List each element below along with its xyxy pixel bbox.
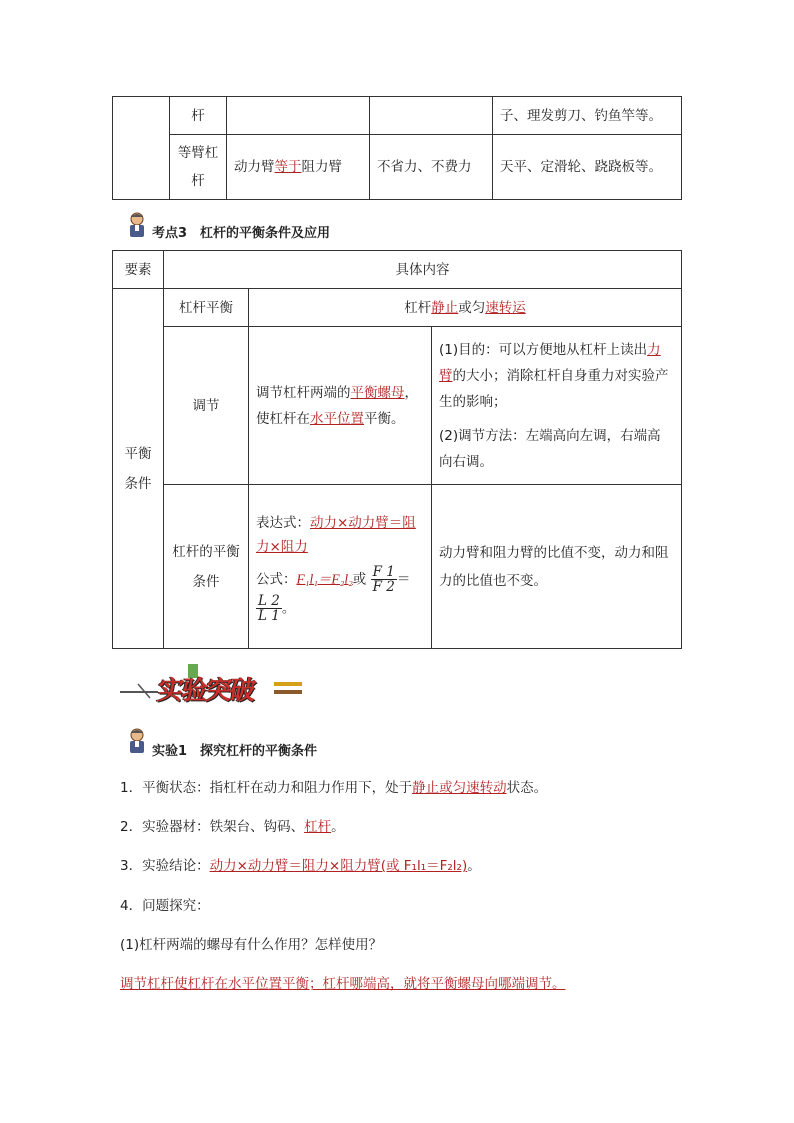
arm-relation-cell: 动力臂等于阻力臂: [227, 135, 370, 200]
experiment-line-4: 4．问题探究：: [120, 898, 210, 914]
experiment-heading: 实验1 探究杠杆的平衡条件: [152, 744, 318, 759]
experiment-line-3: 3．实验结论：动力×动力臂＝阻力×阻力臂(或 F₁l₁＝F₂l₂)。: [120, 858, 481, 874]
header-cell: 要素: [113, 251, 164, 289]
balance-condition-table: [112, 250, 682, 649]
row-label: 杠杆的平衡条件: [164, 485, 249, 649]
row-content: 杠杆静止或匀速转运: [249, 289, 682, 327]
row-detail: (1)目的：可以方便地从杠杆上读出力臂的大小；消除杠杆自身重力对实验产生的影响； (2)调节方法：左端高向左调，右端高向右调。: [432, 327, 682, 485]
group-cell: 平衡条件: [113, 289, 164, 649]
teacher-icon: [126, 728, 148, 758]
experiment-line-2: 2．实验器材：铁架台、钩码、杠杆。: [120, 819, 345, 835]
row-label: 杠杆平衡: [164, 289, 249, 327]
answer-1: 调节杠杆使杠杆在水平位置平衡；杠杆哪端高，就将平衡螺母向哪端调节。: [120, 976, 566, 992]
lever-name-cell: 杆: [170, 97, 227, 135]
question-1: (1)杠杆两端的螺母有什么作用？怎样使用？: [120, 937, 383, 953]
row-detail: 动力臂和阻力臂的比值不变，动力和阻力的比值也不变。: [432, 485, 682, 649]
section-heading: 考点3 杠杆的平衡条件及应用: [152, 226, 331, 241]
banner-text: 实验突破: [155, 676, 256, 706]
force-feature-cell: 不省力、不费力: [370, 135, 493, 200]
header-cell: 具体内容: [164, 251, 682, 289]
formula-cell: 表达式：动力×动力臂＝阻力×阻力 公式：F₁l₁＝F₂l₂或 $\frac{F 1}{F 2}$ ＝ $\frac{L 2}{L 1}$ 。: [249, 485, 432, 649]
lever-name-cell: 等臂杠杆: [170, 135, 227, 200]
row-content: 调节杠杆两端的平衡螺母，使杠杆在水平位置平衡。: [249, 327, 432, 485]
teacher-icon: [126, 212, 148, 242]
row-label: 调节: [164, 327, 249, 485]
example-cell: 天平、定滑轮、跷跷板等。: [493, 135, 682, 200]
example-cell: 子、理发剪刀、钓鱼竿等。: [493, 97, 682, 135]
experiment-banner: [118, 660, 308, 708]
experiment-line-1: 1．平衡状态：指杠杆在动力和阻力作用下，处于静止或匀速转动状态。: [120, 780, 548, 796]
lever-type-table: [112, 96, 682, 200]
